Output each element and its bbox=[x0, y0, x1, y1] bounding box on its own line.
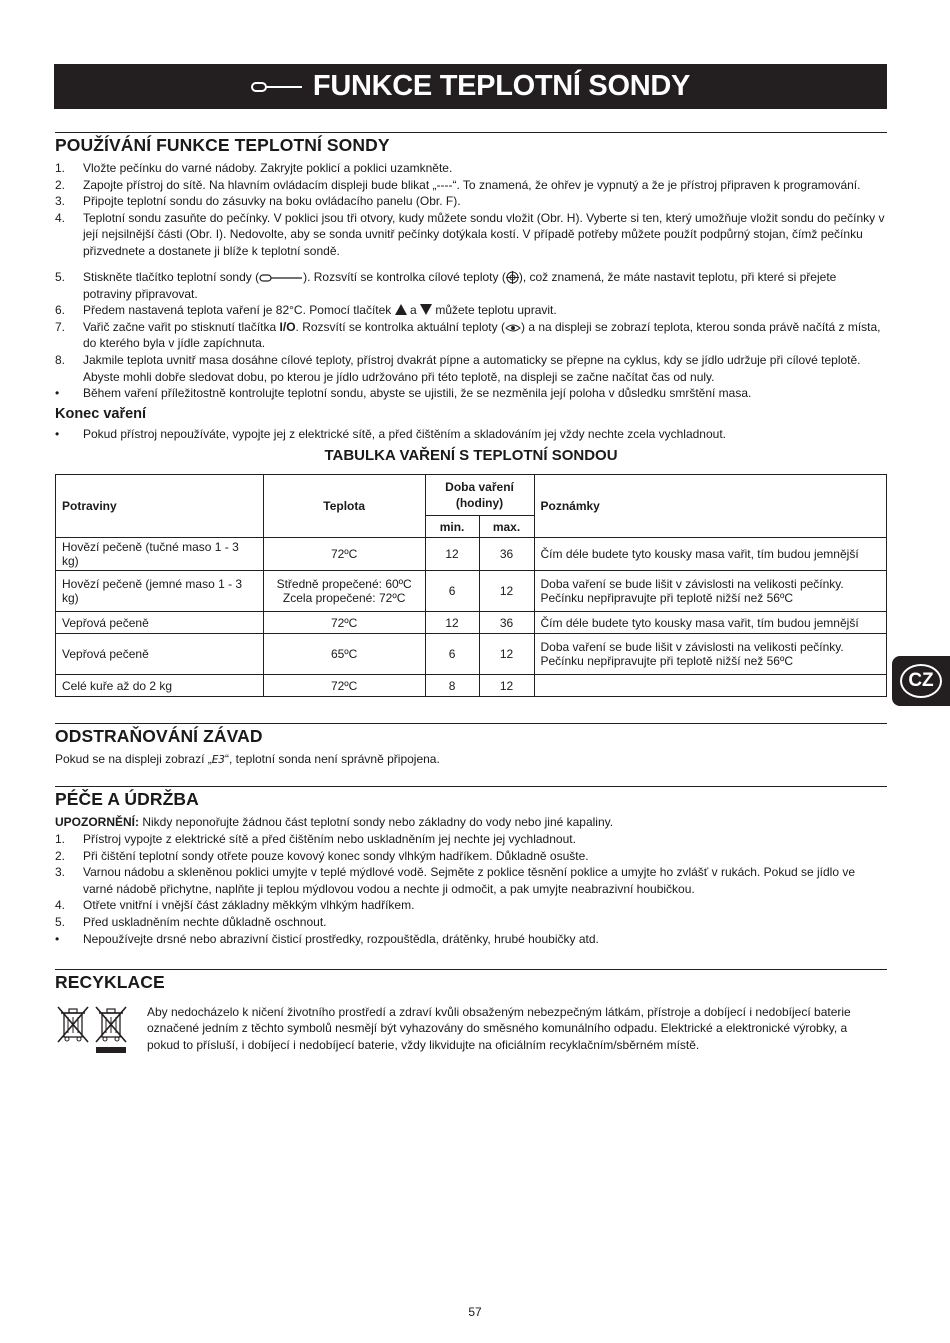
list-item: 1. Přístroj vypojte z elektrické sítě a před čištěním nebo uskladněním jej nechte jej vychladnout. bbox=[55, 832, 576, 846]
list-item: 1. Vložte pečínku do varné nádoby. Zakryjte poklicí a poklici uzamkněte. bbox=[55, 161, 453, 175]
list-item: 3. Varnou nádobu a skleněnou poklici umyjte v teplé mýdlové vodě. Sejměte z poklice těsnění poklice a umyjte ho zvlášť v rukách. Pokud se jídlo ve varné nádobě přichytne, naplňte ji teplou mýdlovou vodou a nechte ji odmočit, a pak umyjte neabrazivní houbičkou. bbox=[55, 865, 856, 896]
care-warning: UPOZORNĚNÍ: Nikdy neponořujte žádnou část teplotní sondy nebo základny do vody nebo jiné kapaliny. bbox=[55, 815, 614, 829]
table-title: TABULKA VAŘENÍ S TEPLOTNÍ SONDOU bbox=[324, 447, 618, 464]
header-food: Potraviny bbox=[56, 475, 264, 538]
page-banner bbox=[54, 64, 887, 109]
recycling-text: Aby nedocházelo k ničení životního prostředí a zdraví kvůli obsaženým nebezpečným látkám, přístroje a dobíjecí i nedobíjecí baterie označené jedním z těchto symbolů nesmějí být vyhazovány do směsného komunálního odpadu. Elektrické a elektronické výrobky, a pokud to přísluší, i dobíjecí i nedobíjecí baterie, vždy likvidujte na oficiálním recyklačním/sběrném místě. bbox=[147, 1005, 851, 1052]
header-notes: Poznámky bbox=[534, 475, 887, 538]
page-title: FUNKCE TEPLOTNÍ SONDY bbox=[312, 70, 691, 102]
language-code: CZ bbox=[900, 664, 942, 698]
table-row: Vepřová pečeně 65ºC 6 12 Doba vaření se bude lišit v závislosti na velikosti pečínky. Pečínku nepřipravujte při teplotě nižší než 56ºC bbox=[56, 634, 887, 675]
current-temperature-icon bbox=[505, 323, 521, 333]
list-item: 6. Předem nastavená teplota vaření je 82°C. Pomocí tlačítek a můžete teplotu upravit. bbox=[55, 303, 557, 318]
arrow-up-icon bbox=[395, 304, 407, 315]
list-item: 4. Teplotní sondu zasuňte do pečínky. V poklici jsou tři otvory, kudy můžete sondu vložit (Obr. H). Vyberte si ten, který umožňuje vložit sondu do pečínky v její nejsilnější části (Obr. I). Nedovolte, aby se sonda uvnitř pečínky dotýkala kostí. V případě potřeby můžete použít podpůrný stojan, čímž pečínku přizvednete a dostanete ji blíže k teplotní sondě. bbox=[55, 210, 885, 258]
usage-section-title: POUŽÍVÁNÍ FUNKCE TEPLOTNÍ SONDY bbox=[55, 132, 887, 155]
table-row: Vepřová pečeně 72ºC 12 36 Čím déle budete tyto kousky masa vařit, tím budou jemnější bbox=[56, 612, 887, 634]
crossed-bin-bar-icon bbox=[93, 1004, 129, 1056]
header-cooking-time: Doba vaření (hodiny) bbox=[425, 475, 534, 516]
usage-list-cont bbox=[55, 269, 885, 402]
care-list bbox=[55, 831, 885, 947]
header-max: max. bbox=[479, 516, 534, 538]
recycling-icons bbox=[55, 1004, 135, 1056]
table-row: Hovězí pečeně (tučné maso 1 - 3 kg) 72ºC 12 36 Čím déle budete tyto kousky masa vařit, tím budou jemnější bbox=[56, 538, 887, 571]
error-code: E3 bbox=[211, 753, 225, 766]
header-temperature: Teplota bbox=[263, 475, 425, 538]
arrow-down-icon bbox=[420, 304, 432, 315]
cooking-table bbox=[55, 474, 887, 697]
list-item: 4. Otřete vnitřní i vnější část základny měkkým vlhkým hadříkem. bbox=[55, 898, 415, 913]
list-item: 5. Stiskněte tlačítko teplotní sondy ( ). Rozsvítí se kontrolka cílové teploty ( ), což znamená, že máte nastavit teplotu, při které si přejete potraviny připravovat. bbox=[55, 270, 837, 301]
troubleshooting-title: ODSTRAŇOVÁNÍ ZÁVAD bbox=[55, 723, 887, 746]
list-item: 3. Připojte teplotní sondu do zásuvky na boku ovládacího panelu (Obr. F). bbox=[55, 194, 461, 209]
list-item: 8. Jakmile teplota uvnitř masa dosáhne cílové teploty, přístroj dvakrát pípne a automaticky se přepne na cyklus, kdy se jídlo udržuje při cílové teplotě. Abyste mohli dobře sledovat dobu, po kterou je jídlo udržováno při této teplotě, na displeji se začne načítat čas od nuly. bbox=[55, 352, 861, 384]
list-item: • Nepoužívejte drsné nebo abrazivní čisticí prostředky, rozpouštědla, drátěnky, hrubé houbičky atd. bbox=[55, 931, 599, 946]
language-tab bbox=[892, 656, 950, 706]
list-item: 5. Před uskladněním nechte důkladně oschnout. bbox=[55, 914, 327, 929]
target-temperature-icon bbox=[506, 271, 519, 284]
list-item: 7. Vařič začne vařit po stisknutí tlačítka I/O. Rozsvítí se kontrolka aktuální teploty ( ) a na displeji se zobrazí teplota, kterou sonda právě načítá z místa, do kterého byla v jídle zapíchnuta. bbox=[55, 319, 881, 351]
table-row: Celé kuře až do 2 kg 72ºC 8 12 bbox=[56, 675, 887, 697]
page-number: 57 bbox=[468, 1305, 482, 1319]
crossed-bin-icon bbox=[55, 1004, 91, 1044]
list-item: 2. Zapojte přístroj do sítě. Na hlavním ovládacím displeji bude blikat „----“. To znamená, že ohřev je vypnutý a že je přístroj připraven k programování. bbox=[55, 177, 861, 192]
recycling-section-title: RECYKLACE bbox=[55, 969, 887, 992]
list-item: • Během vaření příležitostně kontrolujte teplotní sondu, abyste se ujistili, že se nezměnila její poloha v důsledku smrštění masa. bbox=[55, 386, 752, 401]
end-cooking-heading: Konec vaření bbox=[55, 406, 147, 422]
troubleshooting-text: Pokud se na displeji zobrazí „E3“, teplotní sonda není správně připojena. bbox=[55, 752, 440, 766]
table-row: Hovězí pečeně (jemné maso 1 - 3 kg) Středně propečené: 60ºC Zcela propečené: 72ºC 6 12 Doba vaření se bude lišit v závislosti na velikosti pečínky. Pečínku nepřipravujte při teplotě nižší než 56ºC bbox=[56, 571, 887, 612]
probe-icon bbox=[251, 80, 303, 94]
list-item: • Pokud přístroj nepoužíváte, vypojte jej z elektrické sítě, a před čištěním a skladováním jej vždy nechte zcela vychladnout. bbox=[55, 427, 726, 441]
list-item: 2. Při čištění teplotní sondy otřete pouze kovový konec sondy vlhkým hadříkem. Důkladně osušte. bbox=[55, 848, 589, 863]
probe-icon bbox=[259, 273, 303, 283]
header-min: min. bbox=[425, 516, 479, 538]
usage-list bbox=[55, 160, 885, 260]
care-section-title: PÉČE A ÚDRŽBA bbox=[55, 786, 887, 809]
end-cooking-list bbox=[55, 426, 885, 443]
